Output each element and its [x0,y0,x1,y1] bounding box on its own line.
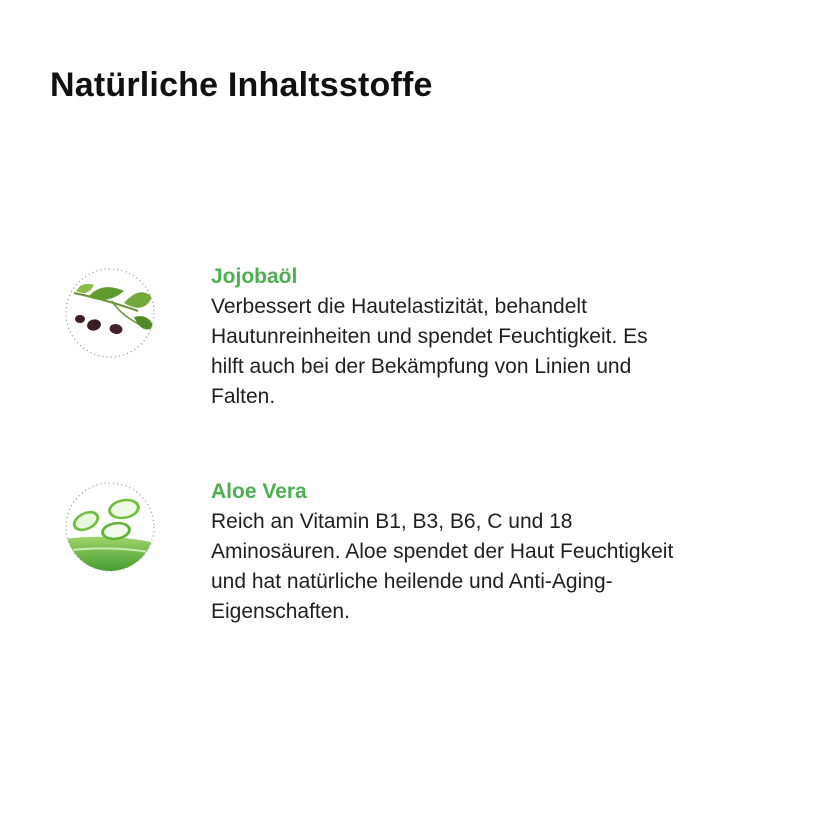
jojoba-plant-icon [64,267,156,359]
ingredient-aloe-vera [0,477,840,647]
ingredient-jojoba [0,262,840,432]
ingredient-description: Reich an Vitamin B1, B3, B6, C und 18 Aminosäuren. Aloe spendet der Haut Feuchtigkeit und hat natürliche heilende und Anti-Aging- Eigenschaften. [211,510,674,623]
ingredient-name: Jojobaöl [211,265,298,288]
ingredient-description: Verbessert die Hautelastizität, behandelt Hautunreinheiten und spendet Feuchtigkeit. Es hilft auch bei der Bekämpfung von Linien und Falten. [211,295,648,408]
aloe-vera-icon [64,481,156,573]
page-title: Natürliche Inhaltsstoffe [50,66,433,104]
ingredient-text [211,477,801,627]
ingredient-text [211,262,801,412]
ingredient-name: Aloe Vera [211,480,307,503]
